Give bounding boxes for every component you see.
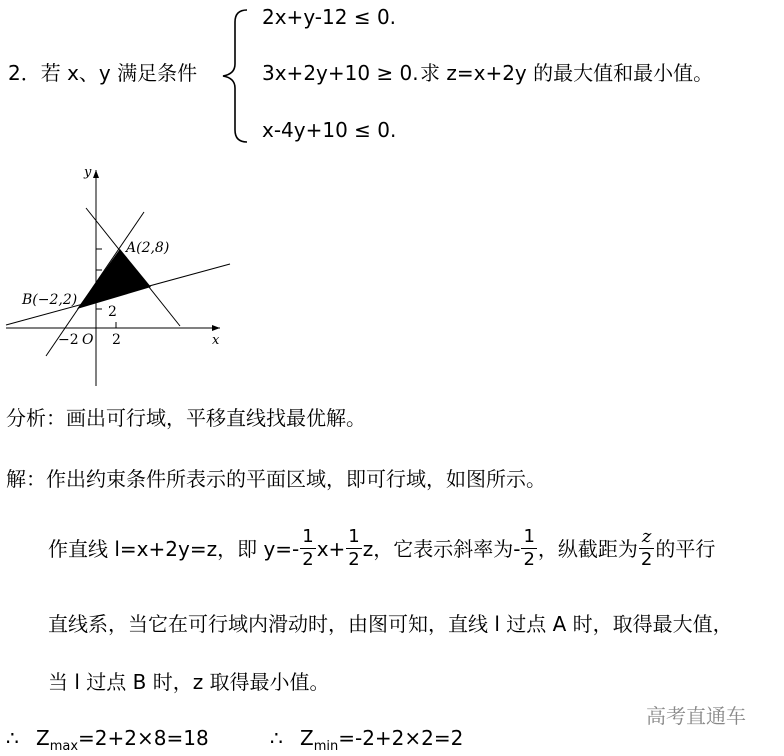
- origin-label: O: [82, 332, 94, 348]
- therefore-symbol-1: ∴: [6, 726, 19, 750]
- left-brace: [213, 8, 253, 144]
- fraction-4-den: 2: [640, 549, 653, 570]
- z-max-sub: max: [49, 739, 79, 754]
- fraction-3-num: 1: [523, 526, 535, 547]
- z-min-z: Z: [300, 726, 314, 750]
- solution-line-2-part-d: ，纵截距为: [537, 536, 638, 561]
- fraction-4-num: z: [639, 526, 654, 549]
- fraction-2: [346, 526, 361, 571]
- y-axis-label: y: [84, 165, 92, 180]
- z-max-z: Z: [36, 726, 50, 750]
- analysis-text: 分析：画出可行域，平移直线找最优解。: [6, 406, 366, 430]
- solution-line-2-part-b: x+: [316, 536, 346, 561]
- solution-line-4: 当 l 过点 B 时，z 取得最小值。: [48, 670, 330, 694]
- point-b-label: B(−2,2): [22, 292, 78, 308]
- z-min-sub: min: [313, 739, 339, 754]
- fraction-3: [521, 526, 536, 571]
- solution-line-3: 直线系，当它在可行域内滑动时，由图可知，直线 l 过点 A 时，取得最大值，: [48, 612, 733, 636]
- fraction-4: [639, 526, 654, 571]
- feasible-region-figure: [0, 160, 240, 390]
- x-axis-arrow-icon: [212, 325, 220, 331]
- question-text: 求 z=x+2y 的最大值和最小值。: [420, 61, 714, 85]
- problem-prefix: 2．若 x、y 满足条件: [8, 61, 198, 85]
- z-max-expr: =2+2×8=18: [78, 726, 209, 750]
- solution-line-2: [48, 526, 715, 571]
- x-axis-label: x: [212, 333, 220, 348]
- point-a-label: A(2,8): [126, 240, 170, 256]
- z-max-result: [36, 724, 209, 756]
- therefore-symbol-2: ∴: [270, 726, 283, 750]
- fraction-2-den: 2: [348, 549, 360, 570]
- x-tick-neg2-label: −2: [58, 332, 79, 348]
- solution-line-2-part-a: 作直线 l=x+2y=z，即 y=-: [48, 536, 300, 561]
- watermark-text: 高考直通车: [646, 704, 746, 728]
- constraint-2: 3x+2y+10 ≥ 0.: [262, 61, 419, 85]
- fraction-1-num: 1: [302, 526, 314, 547]
- fraction-2-num: 1: [348, 526, 360, 547]
- fraction-1: [300, 526, 315, 571]
- solution-line-2-part-c: z，它表示斜率为-: [362, 536, 521, 561]
- fraction-1-den: 2: [302, 549, 314, 570]
- z-min-result: [300, 724, 463, 756]
- y-tick-2-label: 2: [108, 304, 117, 320]
- solution-line-2-part-e: 的平行: [655, 536, 716, 561]
- fraction-3-den: 2: [523, 549, 535, 570]
- x-tick-2-label: 2: [112, 332, 121, 348]
- solution-line-1: 解：作出约束条件所表示的平面区域，即可行域，如图所示。: [6, 467, 546, 491]
- constraint-3: x-4y+10 ≤ 0.: [262, 118, 397, 142]
- y-axis-arrow-icon: [93, 170, 99, 178]
- constraint-1: 2x+y-12 ≤ 0.: [262, 5, 397, 29]
- feasible-region: [77, 249, 151, 309]
- z-min-expr: =-2+2×2=2: [338, 726, 464, 750]
